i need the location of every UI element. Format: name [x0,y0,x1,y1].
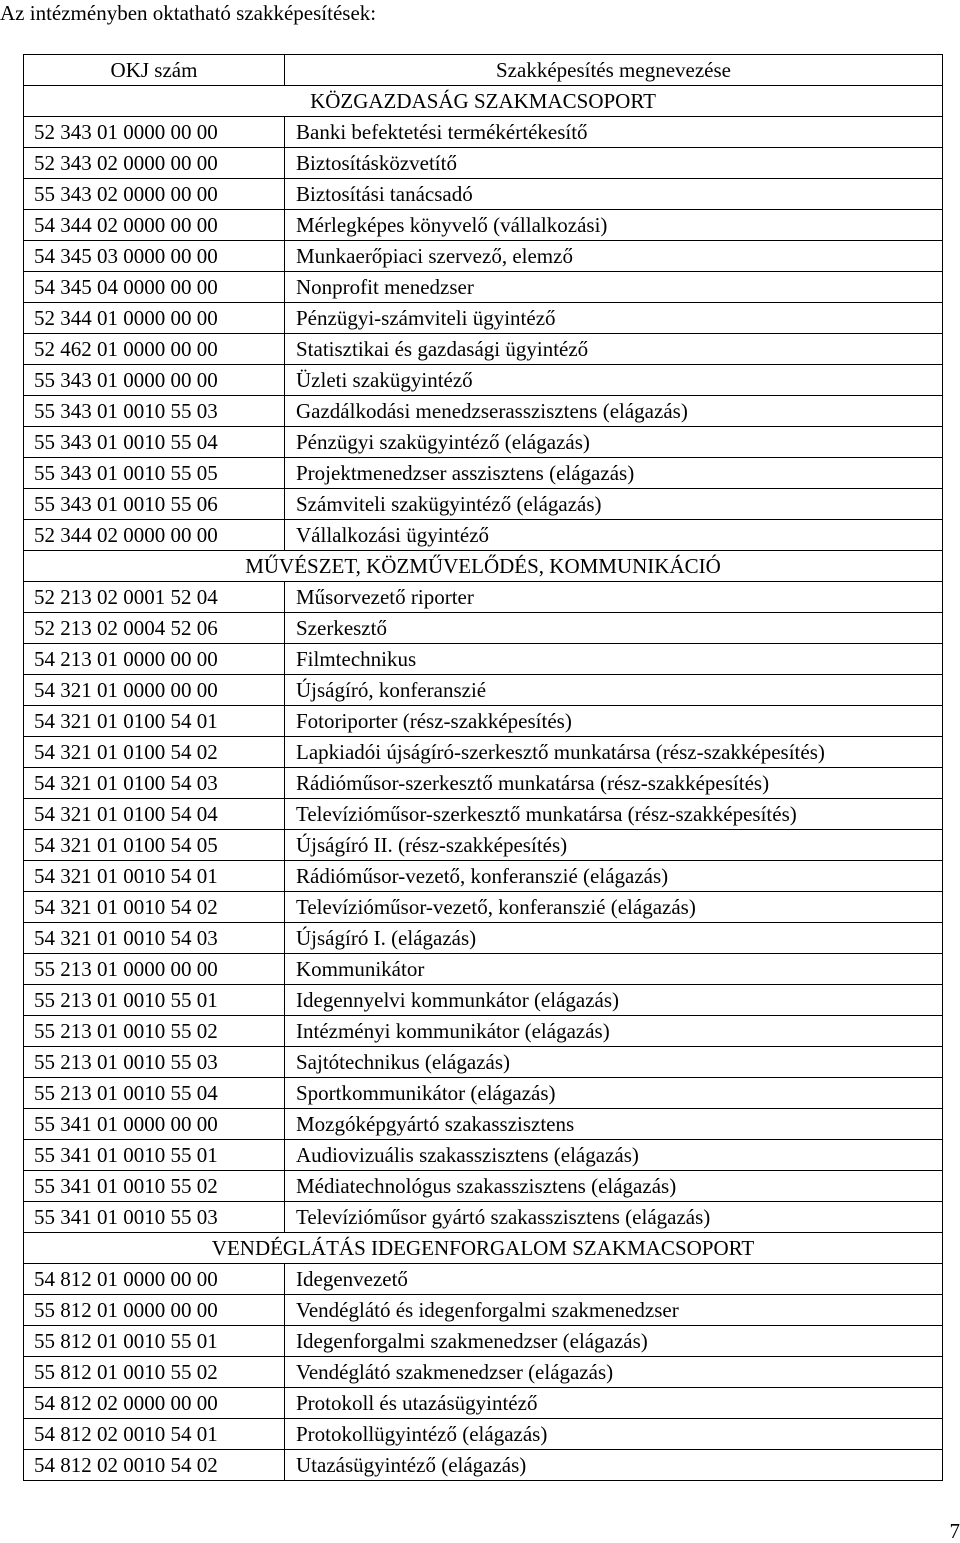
table-row [24,954,943,985]
table-row [24,737,943,768]
okj-code-cell: 54 344 02 0000 00 00 [24,210,285,241]
okj-code-cell: 52 462 01 0000 00 00 [24,334,285,365]
table-row [24,210,943,241]
column-header-name: Szakképesítés megnevezése [285,55,943,86]
okj-code-cell: 52 344 01 0000 00 00 [24,303,285,334]
table-row [24,706,943,737]
table-row [24,861,943,892]
okj-code-cell: 55 812 01 0010 55 02 [24,1357,285,1388]
table-row [24,1419,943,1450]
table-row [24,1295,943,1326]
table-row [24,520,943,551]
okj-code-cell: 54 812 01 0000 00 00 [24,1264,285,1295]
qualification-name-cell: Biztosításközvetítő [285,148,943,179]
qualification-name-cell: Projektmenedzser asszisztens (elágazás) [285,458,943,489]
qualification-name-cell: Mérlegképes könyvelő (vállalkozási) [285,210,943,241]
okj-code-cell: 55 343 01 0000 00 00 [24,365,285,396]
qualification-name-cell: Kommunikátor [285,954,943,985]
table-row [24,334,943,365]
okj-code-cell: 52 213 02 0004 52 06 [24,613,285,644]
group-title: MŰVÉSZET, KÖZMŰVELŐDÉS, KOMMUNIKÁCIÓ [24,551,943,582]
okj-code-cell: 54 321 01 0000 00 00 [24,675,285,706]
qualification-name-cell: Intézményi kommunikátor (elágazás) [285,1016,943,1047]
okj-code-cell: 55 343 02 0000 00 00 [24,179,285,210]
okj-code-cell: 54 321 01 0010 54 01 [24,861,285,892]
table-row [24,1264,943,1295]
okj-code-cell: 55 343 01 0010 55 03 [24,396,285,427]
okj-code-cell: 55 341 01 0010 55 02 [24,1171,285,1202]
table-row [24,272,943,303]
okj-code-cell: 54 321 01 0100 54 02 [24,737,285,768]
qualification-name-cell: Számviteli szakügyintéző (elágazás) [285,489,943,520]
table-row [24,1140,943,1171]
table-row [24,1109,943,1140]
okj-code-cell: 55 341 01 0010 55 01 [24,1140,285,1171]
table-row [24,985,943,1016]
qualification-name-cell: Médiatechnológus szakasszisztens (elágazás) [285,1171,943,1202]
okj-code-cell: 55 343 01 0010 55 04 [24,427,285,458]
column-header-code: OKJ szám [24,55,285,86]
table-row [24,923,943,954]
okj-code-cell: 54 812 02 0010 54 01 [24,1419,285,1450]
okj-code-cell: 52 213 02 0001 52 04 [24,582,285,613]
table-row [24,179,943,210]
table-row [24,1326,943,1357]
group-title: KÖZGAZDASÁG SZAKMACSOPORT [24,86,943,117]
qualification-name-cell: Audiovizuális szakasszisztens (elágazás) [285,1140,943,1171]
qualification-name-cell: Gazdálkodási menedzserasszisztens (elágazás) [285,396,943,427]
okj-code-cell: 52 343 01 0000 00 00 [24,117,285,148]
okj-code-cell: 54 321 01 0010 54 03 [24,923,285,954]
table-row [24,1016,943,1047]
okj-code-cell: 55 213 01 0010 55 01 [24,985,285,1016]
qualification-name-cell: Televízióműsor gyártó szakasszisztens (elágazás) [285,1202,943,1233]
qualification-name-cell: Újságíró I. (elágazás) [285,923,943,954]
table-row [24,830,943,861]
qualification-name-cell: Pénzügyi-számviteli ügyintéző [285,303,943,334]
table-row [24,644,943,675]
table-row [24,117,943,148]
qualification-name-cell: Sportkommunikátor (elágazás) [285,1078,943,1109]
okj-code-cell: 55 341 01 0000 00 00 [24,1109,285,1140]
qualification-name-cell: Fotoriporter (rész-szakképesítés) [285,706,943,737]
qualification-name-cell: Szerkesztő [285,613,943,644]
table-row [24,1171,943,1202]
qualification-name-cell: Mozgóképgyártó szakasszisztens [285,1109,943,1140]
okj-code-cell: 54 345 04 0000 00 00 [24,272,285,303]
qualification-name-cell: Munkaerőpiaci szervező, elemző [285,241,943,272]
qualification-name-cell: Sajtótechnikus (elágazás) [285,1047,943,1078]
table-row [24,799,943,830]
table-row [24,489,943,520]
table-row [24,768,943,799]
okj-code-cell: 55 343 01 0010 55 06 [24,489,285,520]
qualification-name-cell: Statisztikai és gazdasági ügyintéző [285,334,943,365]
group-header-row [24,551,943,582]
table-row [24,675,943,706]
qualification-name-cell: Nonprofit menedzser [285,272,943,303]
table-row [24,241,943,272]
table-row [24,613,943,644]
okj-code-cell: 54 321 01 0010 54 02 [24,892,285,923]
qualification-name-cell: Műsorvezető riporter [285,582,943,613]
qualification-name-cell: Újságíró, konferanszié [285,675,943,706]
table-row [24,427,943,458]
qualification-name-cell: Újságíró II. (rész-szakképesítés) [285,830,943,861]
qualification-name-cell: Filmtechnikus [285,644,943,675]
qualification-name-cell: Utazásügyintéző (elágazás) [285,1450,943,1481]
qualification-name-cell: Televízióműsor-vezető, konferanszié (elágazás) [285,892,943,923]
okj-code-cell: 55 812 01 0000 00 00 [24,1295,285,1326]
okj-code-cell: 54 812 02 0000 00 00 [24,1388,285,1419]
okj-code-cell: 52 344 02 0000 00 00 [24,520,285,551]
group-header-row [24,1233,943,1264]
table-row [24,892,943,923]
okj-code-cell: 55 343 01 0010 55 05 [24,458,285,489]
qualification-name-cell: Üzleti szakügyintéző [285,365,943,396]
okj-code-cell: 54 321 01 0100 54 05 [24,830,285,861]
okj-code-cell: 54 321 01 0100 54 01 [24,706,285,737]
table-row [24,396,943,427]
qualification-name-cell: Protokoll és utazásügyintéző [285,1388,943,1419]
okj-code-cell: 55 213 01 0010 55 04 [24,1078,285,1109]
qualification-name-cell: Vállalkozási ügyintéző [285,520,943,551]
okj-code-cell: 54 345 03 0000 00 00 [24,241,285,272]
qualification-name-cell: Vendéglátó és idegenforgalmi szakmenedzser [285,1295,943,1326]
okj-code-cell: 55 213 01 0010 55 02 [24,1016,285,1047]
table-row [24,1450,943,1481]
table-row [24,365,943,396]
table-row [24,1078,943,1109]
qualification-name-cell: Rádióműsor-vezető, konferanszié (elágazás) [285,861,943,892]
qualification-name-cell: Pénzügyi szakügyintéző (elágazás) [285,427,943,458]
qualification-name-cell: Lapkiadói újságíró-szerkesztő munkatársa (rész-szakképesítés) [285,737,943,768]
okj-code-cell: 55 213 01 0010 55 03 [24,1047,285,1078]
qualification-name-cell: Rádióműsor-szerkesztő munkatársa (rész-szakképesítés) [285,768,943,799]
okj-code-cell: 54 321 01 0100 54 04 [24,799,285,830]
page-number: 7 [949,1519,960,1543]
table-row [24,1388,943,1419]
qualification-name-cell: Idegenvezető [285,1264,943,1295]
qualification-name-cell: Banki befektetési termékértékesítő [285,117,943,148]
okj-code-cell: 54 321 01 0100 54 03 [24,768,285,799]
okj-code-cell: 52 343 02 0000 00 00 [24,148,285,179]
okj-code-cell: 54 213 01 0000 00 00 [24,644,285,675]
table-row [24,148,943,179]
qualification-name-cell: Protokollügyintéző (elágazás) [285,1419,943,1450]
group-header-row [24,86,943,117]
page-heading: Az intézményben oktatható szakképesítések: [0,1,377,25]
table-row [24,1202,943,1233]
okj-code-cell: 55 812 01 0010 55 01 [24,1326,285,1357]
table-row [24,1047,943,1078]
table-row [24,582,943,613]
qualification-name-cell: Idegenforgalmi szakmenedzser (elágazás) [285,1326,943,1357]
okj-code-cell: 55 341 01 0010 55 03 [24,1202,285,1233]
table-row [24,303,943,334]
table-header-row [24,55,943,86]
okj-code-cell: 55 213 01 0000 00 00 [24,954,285,985]
qualification-name-cell: Televízióműsor-szerkesztő munkatársa (rész-szakképesítés) [285,799,943,830]
qualification-name-cell: Vendéglátó szakmenedzser (elágazás) [285,1357,943,1388]
group-title: VENDÉGLÁTÁS IDEGENFORGALOM SZAKMACSOPORT [24,1233,943,1264]
okj-code-cell: 54 812 02 0010 54 02 [24,1450,285,1481]
qualifications-table [23,54,943,1481]
table-row [24,458,943,489]
qualification-name-cell: Biztosítási tanácsadó [285,179,943,210]
table-row [24,1357,943,1388]
qualification-name-cell: Idegennyelvi kommunkátor (elágazás) [285,985,943,1016]
